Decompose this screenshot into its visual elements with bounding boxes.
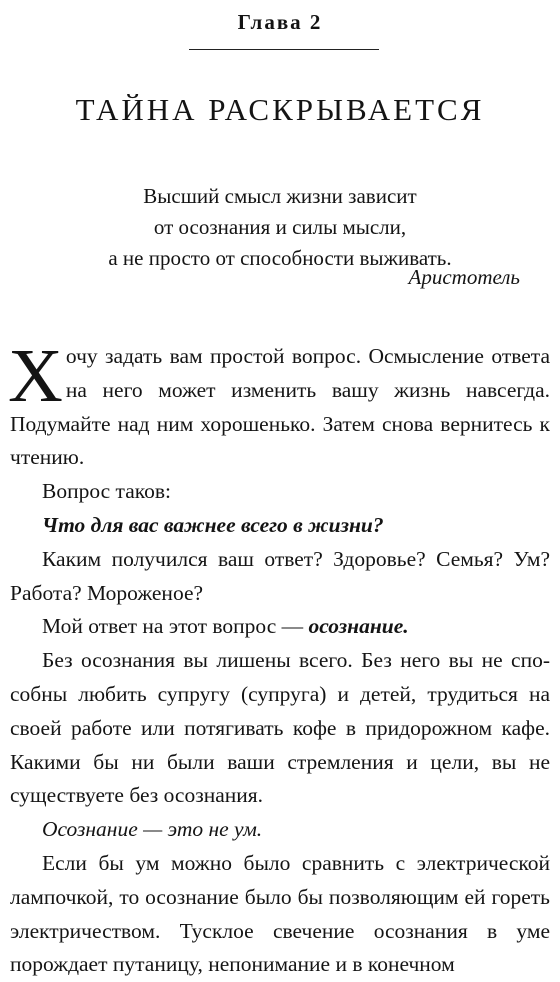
paragraph [8,334,550,475]
paragraph [10,610,550,644]
paragraph: Вопрос таков: [42,479,171,504]
paragraph: Если бы ум можно было сравнить с электрической лампочкой, то осознание было бы позволяющим ей гореть электричеством. Тусклое свечение осознания в уме порождает путаницу, непонимание и в конечном [10,850,550,977]
italic-statement: Осознание — это не ум. [42,817,263,842]
drop-cap: Х [8,334,63,418]
paragraph: Без осознания вы лишены всего. Без него вы не способны любить супругу (супруга) и детей, трудиться на своей работе или потягивать кофе в придорожном кафе. Какими бы ни были ваши стремления и цели, вы не существуете без осознания. [10,648,550,808]
epigraph-line: от осознания и силы мысли, [153,215,407,239]
emphasis-text: осознание. [308,614,409,639]
chapter-title: ТАЙНА РАСКРЫВАЕТСЯ [75,91,485,127]
epigraph [0,181,560,274]
chapter-label: Глава 2 [237,10,323,34]
paragraph: Каким получился ваш ответ? Здоровье? Семья? Ум? Работа? Мороженое? [10,546,550,605]
chapter-divider [189,49,379,50]
epigraph-author: Аристотель [408,265,520,289]
epigraph-line: Высший смысл жизни зависит [143,184,417,208]
key-question: Что для вас важнее всего в жизни? [42,512,384,537]
epigraph-line: а не просто от способности выживать. [108,246,452,270]
paragraph-text: очу задать вам простой вопрос. Осмысление ответа на него может изменить вашу жизнь навсегда. Подумайте над ним хорошенько. Затем снова вернитесь к чтению. [10,344,550,470]
paragraph-text: Мой ответ на этот вопрос — [42,614,309,639]
